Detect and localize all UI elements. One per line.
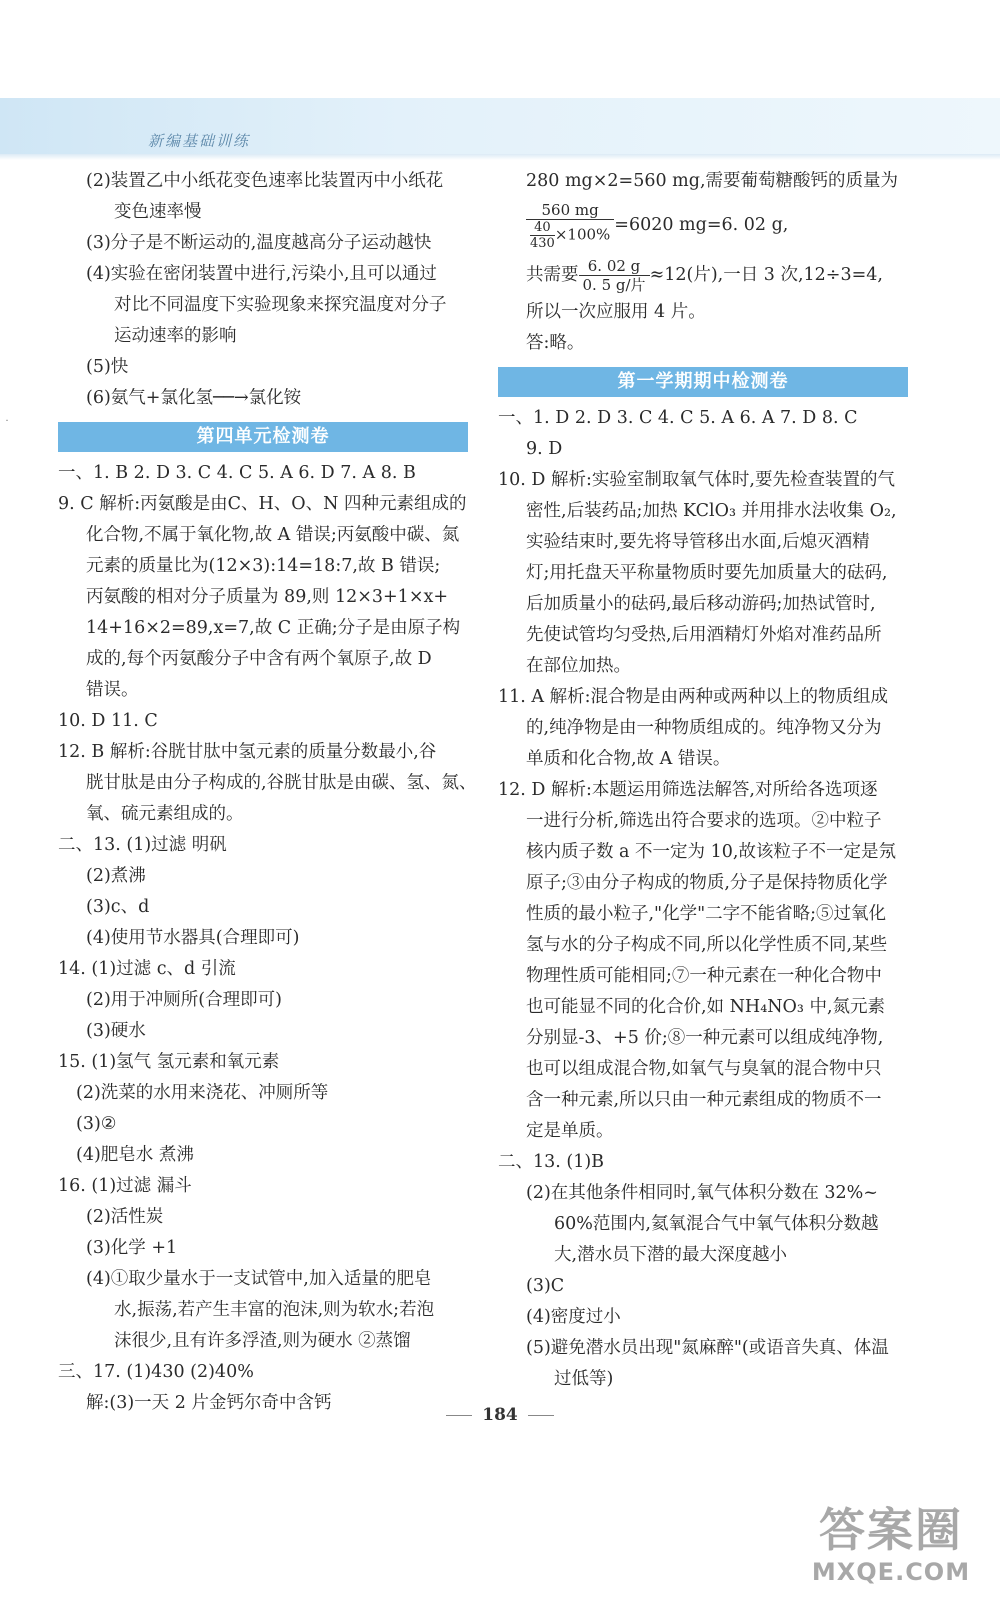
- answer-line: 先使试管均匀受热,后用酒精灯外焰对准药品所: [526, 625, 882, 645]
- watermark-logo: [796, 1502, 986, 1592]
- answer-line: 12. D 解析:本题运用筛选法解答,对所给各选项逐: [498, 780, 878, 800]
- answer-line: (2)煮沸: [86, 866, 146, 886]
- answer-line: 也可能显不同的化合价,如 NH₄NO₃ 中,氮元素: [526, 997, 886, 1017]
- answer-line: 密性,后装药品;加热 KClO₃ 并用排水法收集 O₂,: [526, 501, 897, 521]
- answer-line: (3)c、d: [86, 897, 150, 917]
- answer-line: 解:(3)一天 2 片金钙尔奇中含钙: [86, 1393, 332, 1413]
- fraction-line: [498, 253, 908, 297]
- answer-line: 氧、硫元素组成的。: [86, 804, 244, 824]
- answer-line: 含一种元素,所以只由一种元素组成的物质不一: [526, 1090, 882, 1110]
- answer-line: (2)装置乙中小纸花变色速率比装置丙中小纸花: [86, 171, 444, 191]
- answer-line: 性质的最小粒子,"化学"二字不能省略;⑤过氧化: [526, 904, 887, 924]
- answer-line: (3)化学 +1: [86, 1238, 178, 1258]
- answer-line: (3)C: [526, 1276, 565, 1296]
- nested-fraction: [530, 220, 555, 251]
- answer-line: 在部位加热。: [526, 656, 631, 676]
- answer-line: 答:略。: [526, 333, 585, 353]
- answer-line: 原子;③由分子构成的物质,分子是保持物质化学: [526, 873, 888, 893]
- answer-line: 14+16×2=89,x=7,故 C 正确;分子是由原子构: [86, 618, 461, 638]
- answer-line: 一进行分析,筛选出符合要求的选项。②中粒子: [526, 811, 882, 831]
- answer-line: 11. A 解析:混合物是由两种或两种以上的物质组成: [498, 687, 888, 707]
- nested-numerator: 40: [530, 220, 555, 236]
- answer-line: 丙氨酸的相对分子质量为 89,则 12×3+1×x+: [86, 587, 449, 607]
- section-banner: 第一学期期中检测卷: [498, 367, 908, 397]
- answer-line: 沫很少,且有许多浮渣,则为硬水 ②蒸馏: [114, 1331, 411, 1351]
- answer-line: 16. (1)过滤 漏斗: [58, 1176, 192, 1196]
- right-column: [498, 166, 908, 1395]
- answer-line: 二、13. (1)B: [498, 1152, 605, 1172]
- fraction-numerator: 560 mg: [526, 201, 614, 220]
- answer-line: 一、1. B 2. D 3. C 4. C 5. A 6. D 7. A 8. B: [58, 463, 416, 483]
- fraction-line: [498, 197, 908, 253]
- answer-line: 成的,每个丙氨酸分子中含有两个氧原子,故 D: [86, 649, 432, 669]
- answer-line: 运动速率的影响: [114, 326, 237, 346]
- fraction: [526, 201, 614, 251]
- answer-line: 所以一次应服用 4 片。: [526, 302, 706, 322]
- fraction-denominator: 0. 5 g/片: [582, 276, 646, 294]
- answer-line: (4)密度过小: [526, 1307, 621, 1327]
- answer-line: 过低等): [554, 1369, 614, 1389]
- answer-line: 二、13. (1)过滤 明矾: [58, 835, 227, 855]
- answer-line: 分别显-3、+5 价;⑧一种元素可以组成纯净物,: [526, 1028, 884, 1048]
- answer-line: (3)分子是不断运动的,温度越高分子运动越快: [86, 233, 432, 253]
- answer-line: 10. D 11. C: [58, 711, 158, 731]
- fraction-den-rest: ×100%: [554, 225, 611, 243]
- answer-line: 对比不同温度下实验现象来探究温度对分子: [114, 295, 447, 315]
- answer-line: 9. C 解析:丙氨酸是由C、H、O、N 四种元素组成的: [58, 494, 467, 514]
- answer-line: 14. (1)过滤 c、d 引流: [58, 959, 236, 979]
- nested-denominator: 430: [530, 235, 555, 251]
- margin-mark: ˙: [4, 418, 10, 432]
- answer-line: (4)肥皂水 煮沸: [76, 1145, 194, 1165]
- answer-line: 灯;用托盘天平称量物质时要先加质量大的砝码,: [526, 563, 888, 583]
- answer-line: (2)在其他条件相同时,氧气体积分数在 32%~: [526, 1183, 878, 1203]
- left-column: [58, 166, 477, 1419]
- answer-line: (4)①取少量水于一支试管中,加入适量的肥皂: [86, 1269, 432, 1289]
- answer-line: 物理性质可能相同;⑦一种元素在一种化合物中: [526, 966, 882, 986]
- fraction: [579, 257, 650, 294]
- fraction-denominator: [526, 220, 614, 251]
- answer-line: 实验结束时,要先将导管移出水面,后熄灭酒精: [526, 532, 870, 552]
- page-number-dash: [446, 1415, 472, 1416]
- section-banner: 第四单元检测卷: [58, 422, 468, 452]
- answer-line: 单质和化合物,故 A 错误。: [526, 749, 731, 769]
- answer-line: 280 mg×2=560 mg,需要葡萄糖酸钙的质量为: [526, 171, 899, 191]
- answer-line: (5)避免潜水员出现"氮麻醉"(或语音失真、体温: [526, 1338, 889, 1358]
- answer-line: 大,潜水员下潜的最大深度越小: [554, 1245, 788, 1265]
- answer-line: (2)洗菜的水用来浇花、冲厕所等: [76, 1083, 329, 1103]
- answer-line: 一、1. D 2. D 3. C 4. C 5. A 6. A 7. D 8. C: [498, 408, 858, 428]
- fraction-prefix: 共需要: [526, 265, 579, 285]
- answer-line: 的,纯净物是由一种物质组成的。纯净物又分为: [526, 718, 882, 738]
- answer-line: 氢与水的分子构成不同,所以化学性质不同,某些: [526, 935, 888, 955]
- answer-line: 也可以组成混合物,如氧气与臭氧的混合物中只: [526, 1059, 882, 1079]
- fraction-result: =6020 mg=6. 02 g,: [614, 215, 789, 235]
- page-number-dash: [528, 1415, 554, 1416]
- answer-line: 15. (1)氢气 氢元素和氧元素: [58, 1052, 280, 1072]
- page-number-text: 184: [482, 1405, 518, 1425]
- answer-line: 胱甘肽是由分子构成的,谷胱甘肽是由碳、氢、氮、: [86, 773, 477, 793]
- answer-line: (4)实验在密闭装置中进行,污染小,且可以通过: [86, 264, 437, 284]
- fraction-result: ≈12(片),一日 3 次,12÷3=4,: [649, 265, 883, 285]
- watermark-text: 答案圈: [819, 1503, 963, 1557]
- answer-line: 元素的质量比为(12×3):14=18:7,故 B 错误;: [86, 556, 441, 576]
- answer-line: (6)氨气+氯化氢──→氯化铵: [86, 388, 302, 408]
- page-number: [0, 1405, 1000, 1425]
- answer-line: (2)活性炭: [86, 1207, 164, 1227]
- answer-line: 三、17. (1)430 (2)40%: [58, 1362, 254, 1382]
- watermark-url: MXQE.COM: [811, 1558, 971, 1586]
- answer-line: (2)用于冲厕所(合理即可): [86, 990, 282, 1010]
- answer-line: (4)使用节水器具(合理即可): [86, 928, 300, 948]
- answer-line: (5)快: [86, 357, 129, 377]
- answer-line: 9. D: [526, 439, 563, 459]
- answer-line: 化合物,不属于氧化物,故 A 错误;丙氨酸中碳、氮: [86, 525, 460, 545]
- answer-line: 60%范围内,氦氧混合气中氧气体积分数越: [554, 1214, 879, 1234]
- answer-line: 变色速率慢: [114, 202, 202, 222]
- answer-line: 后加质量小的砝码,最后移动游码;加热试管时,: [526, 594, 876, 614]
- answer-line: (3)②: [76, 1114, 117, 1134]
- answer-line: 水,振荡,若产生丰富的泡沫,则为软水;若泡: [114, 1300, 435, 1320]
- answer-line: 定是单质。: [526, 1121, 614, 1141]
- answer-line: 12. B 解析:谷胱甘肽中氢元素的质量分数最小,谷: [58, 742, 437, 762]
- answer-line: 核内质子数 a 不一定为 10,故该粒子不一定是氖: [526, 842, 896, 862]
- answer-line: 10. D 解析:实验室制取氧气体时,要先检查装置的气: [498, 470, 895, 490]
- answer-line: (3)硬水: [86, 1021, 146, 1041]
- header-band-shadow: [0, 154, 1000, 160]
- fraction-numerator: 6. 02 g: [579, 257, 650, 276]
- answer-line: 错误。: [86, 680, 139, 700]
- series-title: 新编基础训练: [148, 132, 251, 150]
